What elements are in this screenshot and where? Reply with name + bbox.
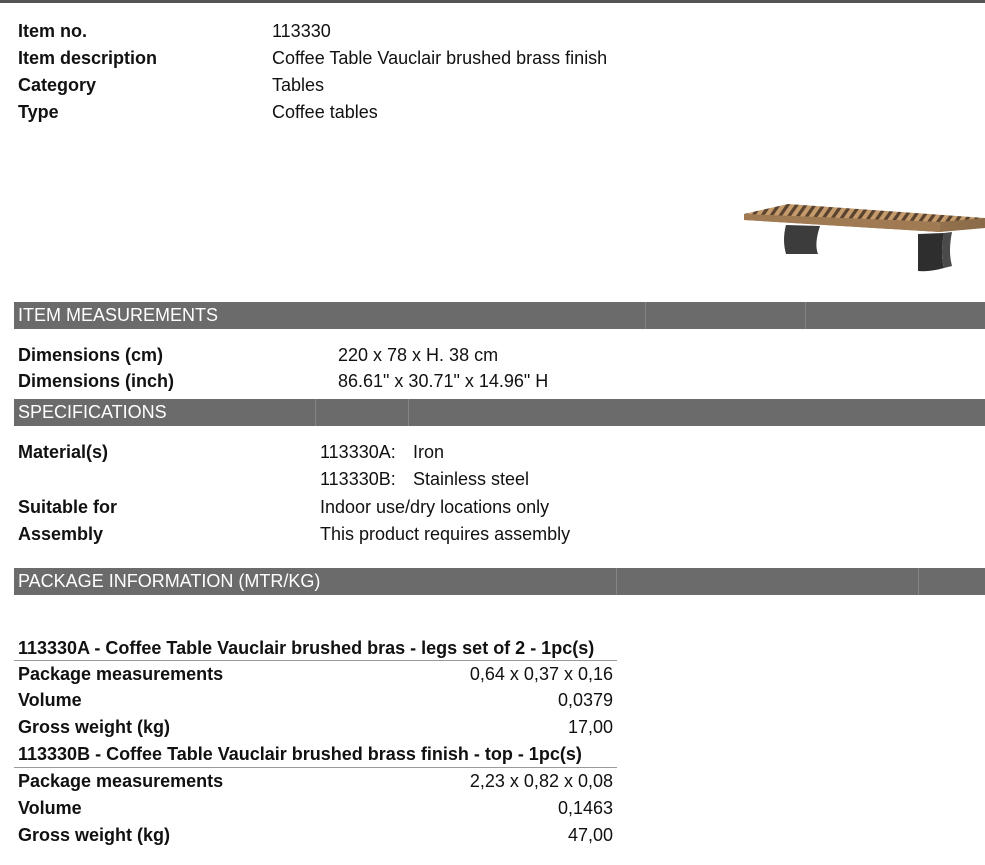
section-header-specifications bbox=[14, 399, 985, 426]
cell-divider bbox=[918, 568, 919, 595]
volume-value: 0,0379 bbox=[557, 690, 613, 710]
package-measurements-label: Package measurements bbox=[18, 664, 224, 684]
section-header-package-information bbox=[14, 568, 985, 595]
type-label: Type bbox=[18, 102, 59, 122]
package-title: 113330A - Coffee Table Vauclair brushed bras - legs set of 2 - 1pc(s) bbox=[18, 638, 595, 658]
coffee-table-photo bbox=[742, 196, 985, 276]
material-value: Iron bbox=[413, 442, 445, 462]
cell-divider bbox=[616, 568, 617, 595]
assembly-label: Assembly bbox=[18, 524, 104, 544]
material-code: 113330A: bbox=[320, 442, 396, 462]
category-label: Category bbox=[18, 75, 97, 95]
materials-label: Material(s) bbox=[18, 442, 109, 462]
volume-label: Volume bbox=[18, 690, 82, 710]
package-measurements-value: 2,23 x 0,82 x 0,08 bbox=[469, 771, 613, 791]
package-title: 113330B - Coffee Table Vauclair brushed brass finish - top - 1pc(s) bbox=[18, 744, 582, 764]
section-header-item-measurements bbox=[14, 302, 985, 329]
dimensions-cm-value: 220 x 78 x H. 38 cm bbox=[338, 345, 499, 365]
volume-value: 0,1463 bbox=[557, 798, 613, 818]
suitable-for-value: Indoor use/dry locations only bbox=[320, 497, 550, 517]
package-measurements-label: Package measurements bbox=[18, 771, 224, 791]
section-title: SPECIFICATIONS bbox=[18, 402, 167, 422]
top-border bbox=[0, 0, 985, 3]
item-description-label: Item description bbox=[18, 48, 158, 68]
item-no-label: Item no. bbox=[18, 21, 88, 41]
section-title: PACKAGE INFORMATION (MTR/KG) bbox=[18, 571, 321, 591]
material-value: Stainless steel bbox=[413, 469, 530, 489]
volume-label: Volume bbox=[18, 798, 82, 818]
underline bbox=[14, 660, 617, 661]
gross-weight-value: 17,00 bbox=[567, 717, 613, 737]
item-description-value: Coffee Table Vauclair brushed brass finish bbox=[272, 48, 608, 68]
gross-weight-label: Gross weight (kg) bbox=[18, 717, 171, 737]
assembly-value: This product requires assembly bbox=[320, 524, 571, 544]
dimensions-inch-value: 86.61" x 30.71" x 14.96" H bbox=[338, 371, 549, 391]
cell-divider bbox=[645, 302, 646, 329]
category-value: Tables bbox=[272, 75, 325, 95]
gross-weight-value: 47,00 bbox=[567, 825, 613, 845]
dimensions-cm-label: Dimensions (cm) bbox=[18, 345, 164, 365]
item-no-value: 113330 bbox=[272, 21, 331, 41]
dimensions-inch-label: Dimensions (inch) bbox=[18, 371, 175, 391]
material-code: 113330B: bbox=[320, 469, 396, 489]
type-value: Coffee tables bbox=[272, 102, 378, 122]
cell-divider bbox=[805, 302, 806, 329]
package-measurements-value: 0,64 x 0,37 x 0,16 bbox=[469, 664, 613, 684]
underline bbox=[14, 767, 617, 768]
cell-divider bbox=[315, 399, 316, 426]
suitable-for-label: Suitable for bbox=[18, 497, 118, 517]
cell-divider bbox=[408, 399, 409, 426]
gross-weight-label: Gross weight (kg) bbox=[18, 825, 171, 845]
section-title: ITEM MEASUREMENTS bbox=[18, 305, 219, 325]
